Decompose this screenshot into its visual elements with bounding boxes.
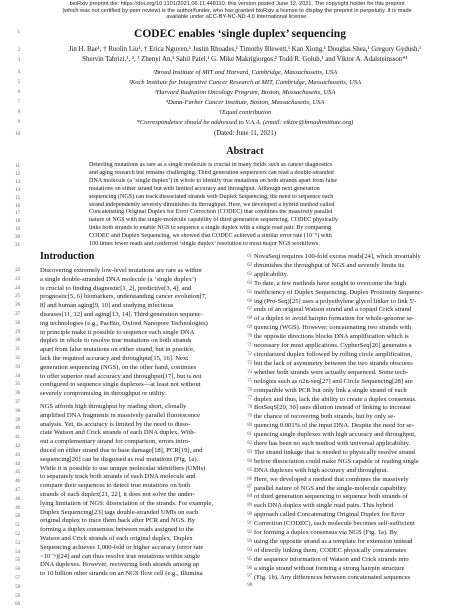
body-text-line: prognostic[5, 6] biomarkers, understanding cancer evolution[7, <box>40 293 207 301</box>
abstract-line: and aging research but remains challenging. Third generation sequencers can read a double-stranded <box>89 169 334 176</box>
line-number: 59 <box>15 593 20 599</box>
line-number: 18 <box>15 219 20 225</box>
line-number: 15 <box>15 195 20 201</box>
body-text-line: strands of each duplex[21, 22], it does not solve the under- <box>40 490 195 498</box>
body-text-line: Watson and Crick strands of each original duplex, Duplex <box>40 534 193 542</box>
line-number: 16 <box>15 203 20 209</box>
line-number: 27 <box>15 312 20 317</box>
line-number: 62 <box>247 262 252 268</box>
body-text-line: ing technologies (e.g., PacBio, Oxford Nanopore Technologies) <box>40 319 208 327</box>
line-number: 10 <box>15 132 20 137</box>
body-text-line: duplex in whole to resolve true mutations on both strands <box>40 337 192 345</box>
body-text-line: Correction (CODEC), each molecule becomes self-sufficient <box>254 520 415 528</box>
body-text-line: to separately track both strands of each DNA molecule and <box>40 473 196 481</box>
line-number: 20 <box>15 235 20 241</box>
abstract-line: links both strands to enable NGS to sequence a single duplex with a single read pair. By comparing <box>89 225 332 232</box>
line-number: 30 <box>15 338 20 344</box>
line-number: 77 <box>247 396 252 402</box>
body-text-line: out a complementary strand for comparison, errors intro- <box>40 438 191 446</box>
abstract-line: Detecting mutations as rare as a single molecule is crucial in many fields such as cancer diagnostics <box>89 162 333 168</box>
line-number: 84 <box>247 458 252 464</box>
line-number: 46 <box>15 479 20 485</box>
banner-line-2: (which was not certified by peer review) is the author/funder, who has granted bioRxiv a license to display the preprint in perpetuity. It is made <box>62 7 412 14</box>
line-number: 51 <box>15 523 20 529</box>
body-text-line: applicability. <box>254 270 289 278</box>
body-text-line: analysis. Yet, its accuracy is limited by the need to disso- <box>40 420 191 428</box>
body-text-line: NGS affords high throughput by reading short, clonally <box>40 402 187 410</box>
line-number: 19 <box>15 227 20 233</box>
body-text-line: quencing 0.001% of the input DNA. Despite the need for se- <box>254 422 415 430</box>
line-number: 93 <box>247 538 252 544</box>
body-text-line: quencing (WGS). However, concatenating two strands with <box>254 324 412 332</box>
line-number: 31 <box>15 347 20 353</box>
line-number: 89 <box>247 503 252 509</box>
line-number: 61 <box>247 254 252 259</box>
line-number: 96 <box>247 565 252 571</box>
line-number: 55 <box>15 558 20 564</box>
line-number: 22 <box>15 268 20 273</box>
line-number: 81 <box>247 432 252 437</box>
body-text-line: duplex and thus, lack the ability to create a duplex consensus. <box>254 395 417 403</box>
line-number: 23 <box>15 276 20 282</box>
body-text-line: configured to sequence single duplexes—at least not without <box>40 381 201 389</box>
line-number: 92 <box>247 529 252 535</box>
affiliation-4: ⁴Dana-Farber Cancer Institute, Boston, Massachusetts, USA <box>165 99 325 106</box>
body-text-line: of a duplex to avoid hairpin formation for whole-genome se- <box>254 315 415 323</box>
body-text-line: forming a duplex consensus between reads assigned to the <box>40 526 194 534</box>
body-text-line: diminishes the throughput of NGS and severely limits its <box>254 261 405 269</box>
body-text-line: necessary for most applications. CypherSeq[26] generates a <box>254 342 412 350</box>
line-number: 28 <box>15 320 20 326</box>
author-line-2: Shervin Tabrizi,¹, ², ³ Zhenyi An,¹ Sahil Patel,¹ G. Mike Makrigiorgos,² Todd R. Golub,¹ and Viktor A. Adalsteinsson*¹ <box>82 56 408 63</box>
body-text-line: ends of an original Watson strand and a copied Crick strand <box>254 306 412 314</box>
line-number: 34 <box>15 373 20 379</box>
line-number: 24 <box>15 285 20 291</box>
body-text-line: a single strand without forming a strong hairpin structure <box>254 564 405 572</box>
line-number: 2 <box>17 48 20 53</box>
line-number: 11 <box>15 164 20 169</box>
body-text-line: While it is possible to use unique molecular identifiers (UMIs) <box>40 464 206 472</box>
line-number: 80 <box>247 423 252 429</box>
affiliation-2: ²Koch Institute for Integrative Cancer Research at MIT, Cambridge, Massachusetts, USA <box>128 79 362 86</box>
introduction-right-column <box>254 253 444 583</box>
line-number: 71 <box>247 343 252 348</box>
body-text-line: ing (Pro-Seq)[25] uses a polyethylene glycol linker to link 5′- <box>254 297 417 305</box>
line-number: 88 <box>247 494 252 500</box>
line-number: 3 <box>17 58 20 63</box>
body-text-line: NovaSeq) requires 100-fold excess reads[24], which invariably <box>254 253 421 260</box>
body-text-line: duced on either strand due to base damage[18], PCR[19], and <box>40 446 203 454</box>
abstract-heading: Abstract <box>226 146 264 157</box>
line-number: 58 <box>15 584 20 590</box>
body-text-line: compatible with PCR but only link a single strand of each <box>254 386 407 394</box>
body-text-line: DNA duplexes with high accuracy and throughput. <box>254 466 389 474</box>
line-number: 6 <box>17 90 20 95</box>
line-number: 57 <box>15 576 20 581</box>
line-number: 9 <box>17 120 20 125</box>
body-text-line: lying limitation of NGS: dissociation of the strands. For example, <box>40 499 214 507</box>
affiliation-3: ³Harvard Radiation Oncology Program, Boston, Massachusetts, USA <box>154 89 336 96</box>
line-number: 41 <box>15 435 20 441</box>
line-number: 78 <box>247 405 252 411</box>
paper-title: CODEC enables ‘single duplex’ sequencing <box>134 28 346 40</box>
body-text-line: Discovering extremely low-level mutations are rare as within <box>40 267 202 274</box>
line-number: 68 <box>247 316 252 322</box>
abstract-line: DNA molecule (a ‘single duplex’) in whole to identify true mutations on both strands apart from false <box>89 177 338 184</box>
body-text-line: of directly linking them, CODEC physically concatenates <box>254 546 407 554</box>
equal-contribution-note: †Equal contribution <box>218 109 272 116</box>
line-number: 53 <box>15 540 20 546</box>
line-number: 52 <box>15 532 20 537</box>
line-number: 73 <box>247 360 252 366</box>
body-text-line: a single double-stranded DNA molecule (a ‘single duplex’) <box>40 275 197 283</box>
body-text-line: whether both strands were actually sequenced. Some tech- <box>254 368 409 376</box>
line-number: 98 <box>247 583 252 589</box>
line-number: 12 <box>15 171 20 177</box>
line-number: 7 <box>17 100 20 105</box>
correspondence-note: *Correspondence should be addressed to V.A.A. (email: viktor@broadinstitute.org) <box>136 119 354 126</box>
line-number: 13 <box>15 179 20 185</box>
line-number: 87 <box>247 485 252 491</box>
author-line-1: Jin H. Bae¹, † Ruolin Liu¹, † Erica Nguyen,¹ Justin Rhoades,¹ Timothy Blewett,¹ Kan Xiong,¹ Douglas Shea,¹ Gregory Gydush,¹ <box>68 46 422 53</box>
body-text-line: quencing single duplexes with high accuracy and throughput, <box>254 431 416 439</box>
body-text-line: generation sequencing (NGS), on the other hand, continues <box>40 363 197 371</box>
abstract-line: nature of NGS with the single-molecule capability of third generation sequencing. CODEC physically <box>89 217 338 224</box>
line-number: 21 <box>15 243 20 248</box>
line-number: 36 <box>15 391 20 397</box>
body-text-line: before dissociation could make NGS capable of reading single <box>254 457 419 465</box>
banner-line-3: available under aCC-BY-NC-ND 4.0 International license. <box>166 14 308 21</box>
line-number: 74 <box>247 369 252 375</box>
line-number: 82 <box>247 440 252 446</box>
line-number: 33 <box>15 364 20 370</box>
body-text-line: severely compromising its throughput or utility. <box>40 390 166 398</box>
body-text-line: DNA duplexes. However, recovering both strands among up <box>40 561 200 569</box>
body-text-line: but the lack of asymmetry between the two strands obscures <box>254 359 413 367</box>
abstract-line: CODEC and Duplex Sequencing, we showed that CODEC achieved a similar error rate (10⁻⁶) with <box>89 233 332 240</box>
body-text-line: original duplex to trace them back after PCR and NGS. By <box>40 517 196 525</box>
body-text-line: (Fig. 1b). Any differences between concatenated sequences <box>254 573 411 581</box>
body-text-line: 8] and human aging[9, 10] and studying infectious <box>40 302 174 310</box>
line-number: 83 <box>247 449 252 455</box>
abstract-body <box>89 162 407 249</box>
body-text-line: BotSeqS[29, 30] uses dilution instead of linking to increase <box>254 404 411 412</box>
line-number: 5 <box>17 80 20 85</box>
body-text-line: <10⁻⁶)[24] and can thus resolve true mutations within single <box>40 552 201 560</box>
line-number: 79 <box>247 414 252 420</box>
line-number: 90 <box>247 512 252 518</box>
line-number: 38 <box>15 408 20 414</box>
line-number: 85 <box>247 467 252 473</box>
line-number: 26 <box>15 303 20 309</box>
body-text-line: to offer superior read accuracy and throughput[17], but is not <box>40 372 202 380</box>
abstract-line: mutations on either strand but with limited accuracy and throughput. Although next generation <box>89 185 320 192</box>
body-text-line: Sequencing achieves 1,000-fold or higher accuracy (error rate <box>40 543 204 551</box>
body-text-line: each DNA duplex with single read pairs. This hybrid <box>254 502 394 510</box>
body-text-line: amplified DNA fragments in massively parallel fluorescence <box>40 411 201 419</box>
line-number: 37 <box>15 400 20 405</box>
author-list <box>40 45 450 65</box>
line-number: 49 <box>15 505 20 511</box>
line-number: 97 <box>247 574 252 580</box>
body-text-line: approach called Concatenating Original Duplex for Error <box>254 511 405 519</box>
line-number: 50 <box>15 514 20 520</box>
line-number: 17 <box>15 211 20 217</box>
body-text-line: in principle make it possible to sequence each single DNA <box>40 328 195 336</box>
abstract-line: 100 times fewer reads and conferred ‘single duplex’ resolution to most major NGS workflows. <box>89 241 320 248</box>
body-text-line: to 10 billion other strands on an NGS flow cell (e.g., Illumina <box>40 570 203 578</box>
line-number: 86 <box>247 476 252 482</box>
abstract-line: Concatenating Original Duplex for Error Correction (CODEC) that combines the massively parallel <box>89 209 333 216</box>
body-text-line: circularized duplex followed by rolling circle amplification, <box>254 350 413 358</box>
line-number: 43 <box>15 452 20 458</box>
line-number: 67 <box>247 307 252 313</box>
line-number: 76 <box>247 387 252 393</box>
body-text-line: the sequence information of Watson and Crick strands into <box>254 555 409 563</box>
body-text-line: nologies such as o2n-seq[27] and Circle Sequencing[28] are <box>254 377 413 385</box>
line-number: 35 <box>15 382 20 388</box>
line-number: 91 <box>247 521 252 526</box>
body-text-line: of third generation sequencing to sequence both strands of <box>254 493 408 501</box>
line-number: 40 <box>15 426 20 432</box>
abstract-line: sequencing (NGS) can track dissociated strands with Duplex Sequencing, the need to sequence each <box>89 193 334 200</box>
body-text-line: apart from false mutations on either strand, but in practice, <box>40 346 195 354</box>
line-number: 42 <box>15 444 20 449</box>
abstract-line: strand independently severely diminishes its throughput. Here, we developed a hybrid method called <box>89 201 335 208</box>
line-number: 69 <box>247 325 252 331</box>
line-number: 56 <box>15 567 20 573</box>
body-text-line: Here, we developed a method that combines the massively <box>254 475 409 483</box>
body-text-line: parallel nature of NGS and the single-molecule capability <box>254 484 407 492</box>
line-number: 47 <box>15 488 20 493</box>
line-number: 54 <box>15 549 20 555</box>
body-text-line: Duplex Sequencing[23] tags double-stranded UMIs on each <box>40 508 199 516</box>
body-text-line: the opposite directions blocks DNA amplification which is <box>254 333 409 341</box>
body-text-line: using the opposite strand as a template for extension instead <box>254 538 413 545</box>
body-text-line: inefficiency of Duplex Sequencing. Duplex Proximity Sequenc- <box>254 288 423 296</box>
line-number: 32 <box>15 356 20 361</box>
line-number: 72 <box>247 351 252 357</box>
body-text-line: The strand linkage that is needed to physically resolve strand <box>254 448 415 456</box>
line-number: 63 <box>247 271 252 277</box>
body-text-line: compare their sequences to detect true mutations on both <box>40 482 191 490</box>
line-number: 94 <box>247 547 252 553</box>
introduction-left-column <box>40 267 244 579</box>
affiliation-1: ¹Broad Institute of MIT and Harvard, Cambridge, Massachusetts, USA <box>152 69 338 76</box>
line-number: 44 <box>15 461 20 467</box>
line-number: 8 <box>17 110 20 115</box>
body-text-line: diseases[11, 12] and aging[13, 14]. Third generation sequenc- <box>40 310 203 318</box>
line-number: 45 <box>15 470 20 476</box>
line-number: 25 <box>15 294 20 300</box>
line-number: 4 <box>17 70 20 75</box>
body-text-line: ciate Watson and Crick strands of each DNA duplex. With- <box>40 429 196 437</box>
body-text-line: lack the required accuracy and throughput[15, 16]. Next <box>40 354 189 362</box>
line-number: 75 <box>247 378 252 384</box>
banner-line-1: bioRxiv preprint doi: https://doi.org/10.1101/2021.06.11.448110; this version posted June 12, 2021. The copyright holder for this preprint <box>69 1 405 7</box>
date-line: (Dated: June 11, 2021) <box>213 130 277 137</box>
line-number: 60 <box>15 602 20 608</box>
line-number: 1 <box>17 30 20 35</box>
line-number: 70 <box>247 334 252 340</box>
body-text-line: To date, a few methods have sought to overcome the high <box>254 279 407 287</box>
line-number: 66 <box>247 298 252 304</box>
line-number: 95 <box>247 556 252 562</box>
preprint-banner <box>0 1 474 21</box>
introduction-heading: Introduction <box>40 251 95 262</box>
line-number: 65 <box>247 289 252 295</box>
body-text-line: there has been no such method with universal applicability. <box>254 440 411 448</box>
body-text-line: sequencing[20] can be disguised as real mutations (Fig. 1a). <box>40 455 199 463</box>
body-text-line: the chance of recovering both strands, but by only se- <box>254 413 396 421</box>
line-number: 64 <box>247 280 252 286</box>
body-text-line: is crucial to finding diagnostic[1, 2], predictive[3, 4], and <box>40 284 192 292</box>
line-number: 39 <box>15 417 20 423</box>
line-number: 14 <box>15 187 20 193</box>
body-text-line: for forming a duplex consensus via NGS (Fig. 1a). By <box>254 529 398 537</box>
line-number: 29 <box>15 329 20 335</box>
line-number: 48 <box>15 496 20 502</box>
